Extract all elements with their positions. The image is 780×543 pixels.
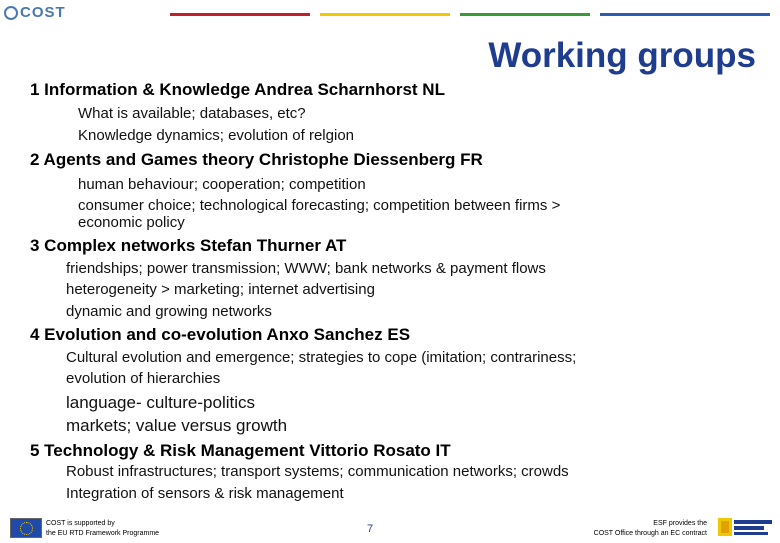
esf-logo xyxy=(718,516,774,538)
group-3-item-3: dynamic and growing networks xyxy=(66,303,272,320)
group-4-heading: 4 Evolution and co-evolution Anxo Sanchez ES xyxy=(30,325,411,344)
header-bar-red xyxy=(170,13,310,16)
header-bar-yellow xyxy=(320,13,450,16)
group-2-heading: 2 Agents and Games theory Christophe Diessenberg FR xyxy=(30,150,483,169)
footer-right-line-1: ESF provides the xyxy=(653,520,707,527)
header-bar-green xyxy=(460,13,590,16)
page-number: 7 xyxy=(367,523,374,535)
header-bar-blue xyxy=(600,13,770,16)
footer-right-line-2: COST Office through an EC contract xyxy=(593,530,707,537)
group-5-heading: 5 Technology & Risk Management Vittorio Rosato IT xyxy=(30,441,451,460)
group-1-item-1: What is available; databases, etc? xyxy=(78,105,306,122)
group-4-extra-item-1: language- culture-politics xyxy=(66,393,255,412)
cost-logo-icon xyxy=(4,6,18,20)
footer-left-line-1: COST is supported by xyxy=(46,520,115,527)
cost-logo xyxy=(4,4,66,21)
group-4-extra-item-2: markets; value versus growth xyxy=(66,416,288,435)
group-3-item-1: friendships; power transmission; WWW; bank networks & payment flows xyxy=(66,260,546,277)
group-1-heading: 1 Information & Knowledge Andrea Scharnhorst NL xyxy=(30,80,445,99)
group-2-item-2: consumer choice; technological forecasting; competition between firms > xyxy=(78,197,561,214)
group-2-item-3: economic policy xyxy=(78,214,185,231)
group-5-item-1: Robust infrastructures; transport systems; communication networks; crowds xyxy=(66,463,569,480)
group-4-item-2: evolution of hierarchies xyxy=(66,370,221,387)
cost-logo-text: COST xyxy=(20,4,66,21)
page-title: Working groups xyxy=(488,36,756,75)
group-3-item-2: heterogeneity > marketing; internet advertising xyxy=(66,281,375,298)
group-2-item-1: human behaviour; cooperation; competition xyxy=(78,176,366,193)
group-1-item-2: Knowledge dynamics; evolution of relgion xyxy=(78,127,354,144)
group-3-heading: 3 Complex networks Stefan Thurner AT xyxy=(30,236,347,255)
footer-left-line-2: the EU RTD Framework Programme xyxy=(46,530,160,537)
group-5-item-2: Integration of sensors & risk management xyxy=(66,485,344,502)
eu-flag-icon xyxy=(10,518,42,538)
esf-logo-icon xyxy=(718,516,774,538)
group-4-item-1: Cultural evolution and emergence; strategies to cope (imitation; contrariness; xyxy=(66,349,577,366)
